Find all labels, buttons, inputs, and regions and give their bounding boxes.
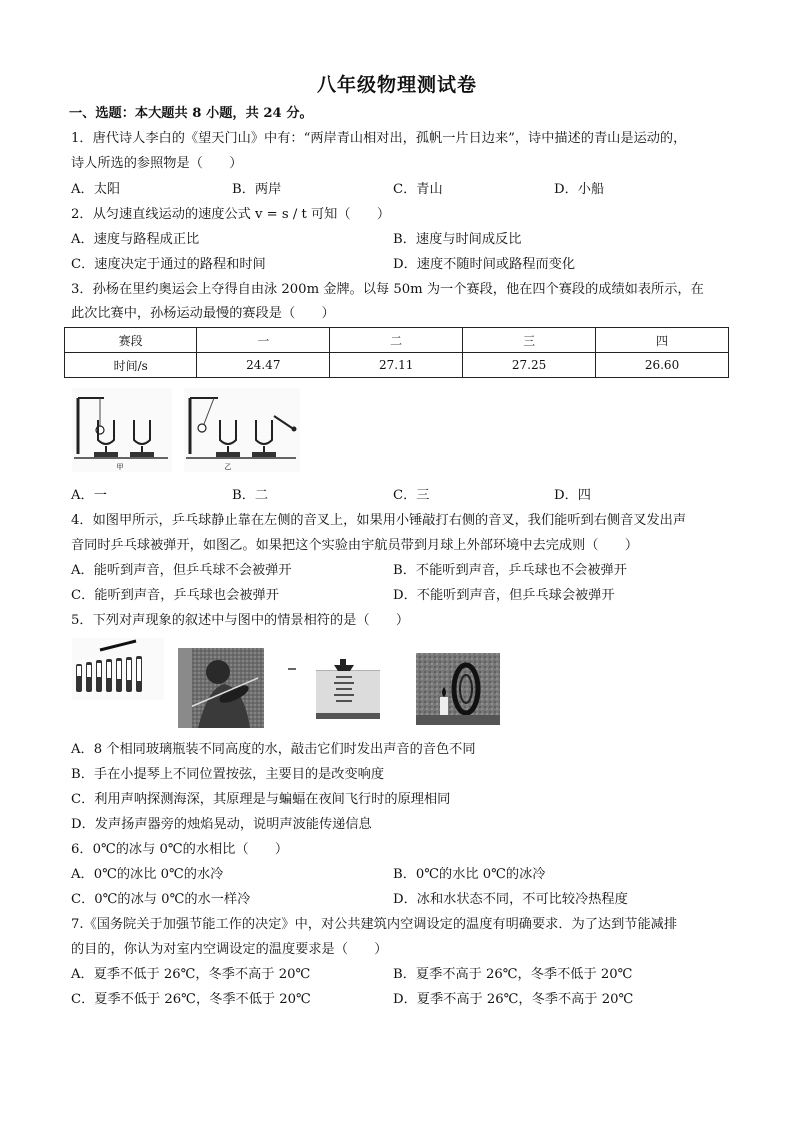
q1-option-b: B．两岸 [232, 182, 282, 197]
q2-option-c: C．速度决定于通过的路程和时间 [71, 257, 266, 272]
speaker-candle-picture [416, 653, 500, 725]
q3-stem-line1: 3．孙杨在里约奥运会上夺得自由泳 200m 金牌。以每 50m 为一个赛段，他在四个赛段的成绩如表所示，在 [71, 282, 704, 297]
q7-option-b: B．夏季不高于 26℃，冬季不低于 20℃ [393, 967, 633, 982]
q3-option-c: C．三 [393, 488, 430, 503]
q7-option-d: D．夏季不高于 26℃，冬季不高于 20℃ [393, 992, 634, 1007]
table-cell: 27.25 [463, 353, 596, 378]
q6-option-b: B．0℃的水比 0℃的冰冷 [393, 867, 546, 882]
q4-option-c: C．能听到声音，乒乓球也会被弹开 [71, 588, 279, 603]
tuning-fork-figure-yi [184, 388, 300, 472]
q2-stem: 2．从匀速直线运动的速度公式 v = s / t 可知（ ） [71, 207, 391, 222]
figure-label-yi: 乙 [224, 463, 232, 471]
sonar-ship-picture [288, 655, 400, 721]
q4-option-a: A．能听到声音，但乒乓球不会被弹开 [71, 563, 292, 578]
q3-option-a: A．一 [71, 488, 107, 503]
page-title: 八年级物理测试卷 [316, 74, 477, 96]
table-cell: 三 [463, 328, 596, 353]
q5-option-b: B．手在小提琴上不同位置按弦，主要目的是改变响度 [71, 767, 385, 782]
q4-stem-line1: 4．如图甲所示，乒乓球静止靠在左侧的音叉上，如果用小锤敲打右侧的音叉，我们能听到右侧音叉发出声 [71, 513, 687, 528]
violin-player-picture [178, 648, 264, 728]
q1-option-a: A．太阳 [71, 182, 121, 197]
q3-option-b: B．二 [232, 488, 269, 503]
table-cell: 24.47 [197, 353, 330, 378]
q4-stem-line2: 音同时乒乓球被弹开，如图乙。如果把这个实验由宇航员带到月球上外部环境中去完成则（ ） [71, 538, 639, 553]
table-cell: 赛段 [65, 328, 197, 353]
q2-option-a: A．速度与路程成正比 [71, 232, 200, 247]
table-cell: 27.11 [330, 353, 463, 378]
q2-option-b: B．速度与时间成反比 [393, 232, 522, 247]
q5-option-a: A．8 个相同玻璃瓶装不同高度的水，敲击它们时发出声音的音色不同 [71, 742, 476, 757]
q1-stem-line1: 1．唐代诗人李白的《望天门山》中有：“两岸青山相对出，孤帆一片日边来”，诗中描述的青山是运动的， [71, 131, 687, 146]
q3-stem-line2: 此次比赛中，孙杨运动最慢的赛段是（ ） [71, 306, 335, 321]
split-times-table [64, 327, 729, 378]
q6-option-d: D．冰和水状态不同，不可比较冷热程度 [393, 892, 628, 907]
table-cell: 四 [596, 328, 729, 353]
q1-option-c: C．青山 [393, 182, 443, 197]
q6-option-a: A．0℃的冰比 0℃的水冷 [71, 867, 224, 882]
section-heading: 一、选题：本大题共 8 小题，共 24 分。 [69, 106, 313, 121]
q7-option-c: C．夏季不低于 26℃，冬季不低于 20℃ [71, 992, 311, 1007]
table-cell: 一 [197, 328, 330, 353]
bottles-picture [72, 638, 164, 700]
q7-stem-line2: 的目的，你认为对室内空调设定的温度要求是（ ） [71, 942, 388, 957]
q1-option-d: D．小船 [554, 182, 605, 197]
q5-option-c: C．利用声呐探测海深，其原理是与蝙蝠在夜间飞行时的原理相同 [71, 792, 451, 807]
table-cell: 26.60 [596, 353, 729, 378]
q4-option-d: D．不能听到声音，但乒乓球会被弹开 [393, 588, 615, 603]
q6-option-c: C．0℃的冰与 0℃的水一样冷 [71, 892, 251, 907]
q1-stem-line2: 诗人所选的参照物是（ ） [71, 156, 243, 171]
table-cell: 二 [330, 328, 463, 353]
figure-label-jia: 甲 [116, 463, 124, 471]
q6-stem: 6．0℃的冰与 0℃的水相比（ ） [71, 842, 289, 857]
q7-option-a: A．夏季不低于 26℃，冬季不高于 20℃ [71, 967, 311, 982]
tuning-fork-figure-jia [72, 388, 172, 472]
q5-stem: 5．下列对声现象的叙述中与图中的情景相符的是（ ） [71, 613, 410, 628]
q5-option-d: D．发声扬声器旁的烛焰晃动，说明声波能传递信息 [71, 817, 372, 832]
table-cell: 时间/s [65, 353, 197, 378]
q2-option-d: D．速度不随时间或路程而变化 [393, 257, 576, 272]
q7-stem-line1: 7.《国务院关于加强节能工作的决定》中，对公共建筑内空调设定的温度有明确要求．为了达到节能减排 [71, 917, 678, 932]
table-row [65, 353, 729, 378]
q4-option-b: B．不能听到声音，乒乓球也不会被弹开 [393, 563, 627, 578]
table-header-row [65, 328, 729, 353]
q3-option-d: D．四 [554, 488, 591, 503]
